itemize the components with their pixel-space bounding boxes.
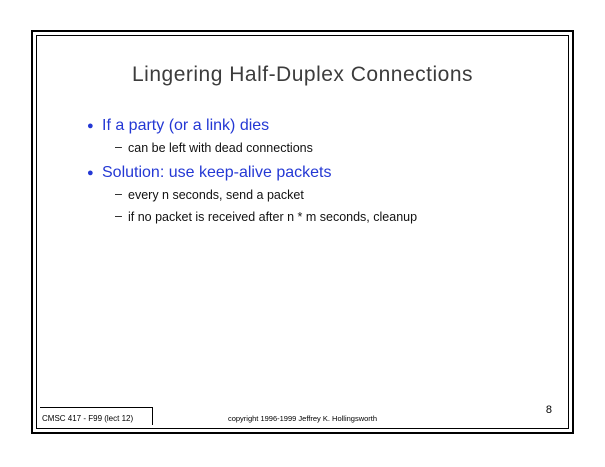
bullet-text: Solution: use keep-alive packets	[102, 164, 332, 181]
bullet-item-2	[37, 163, 568, 182]
slide-frame	[31, 30, 574, 434]
slide-page-number: 8	[545, 404, 552, 416]
footer-course-label: CMSC 417 - F99 (lect 12)	[42, 414, 134, 423]
bullet-text: every n seconds, send a packet	[128, 188, 304, 202]
bullet-item-0	[37, 116, 568, 135]
slide-title: Lingering Half-Duplex Connections	[131, 63, 473, 86]
bullet-text: If a party (or a link) dies	[102, 117, 270, 134]
slide-body	[37, 116, 568, 232]
bullet-item-4	[37, 210, 568, 225]
slide-inner-border	[36, 35, 569, 429]
bullet-dash-icon: –	[115, 140, 122, 154]
bullet-item-1	[37, 141, 568, 156]
bullet-dash-icon: –	[115, 209, 122, 223]
footer-copyright: copyright 1996-1999 Jeffrey K. Hollingsworth	[227, 414, 378, 423]
bullet-item-3	[37, 188, 568, 203]
bullet-text: if no packet is received after n * m seconds, cleanup	[128, 210, 418, 224]
bullet-text: can be left with dead connections	[128, 141, 313, 155]
bullet-dash-icon: –	[115, 187, 122, 201]
bullet-disc-icon: ●	[87, 120, 94, 132]
bullet-disc-icon: ●	[87, 167, 94, 179]
